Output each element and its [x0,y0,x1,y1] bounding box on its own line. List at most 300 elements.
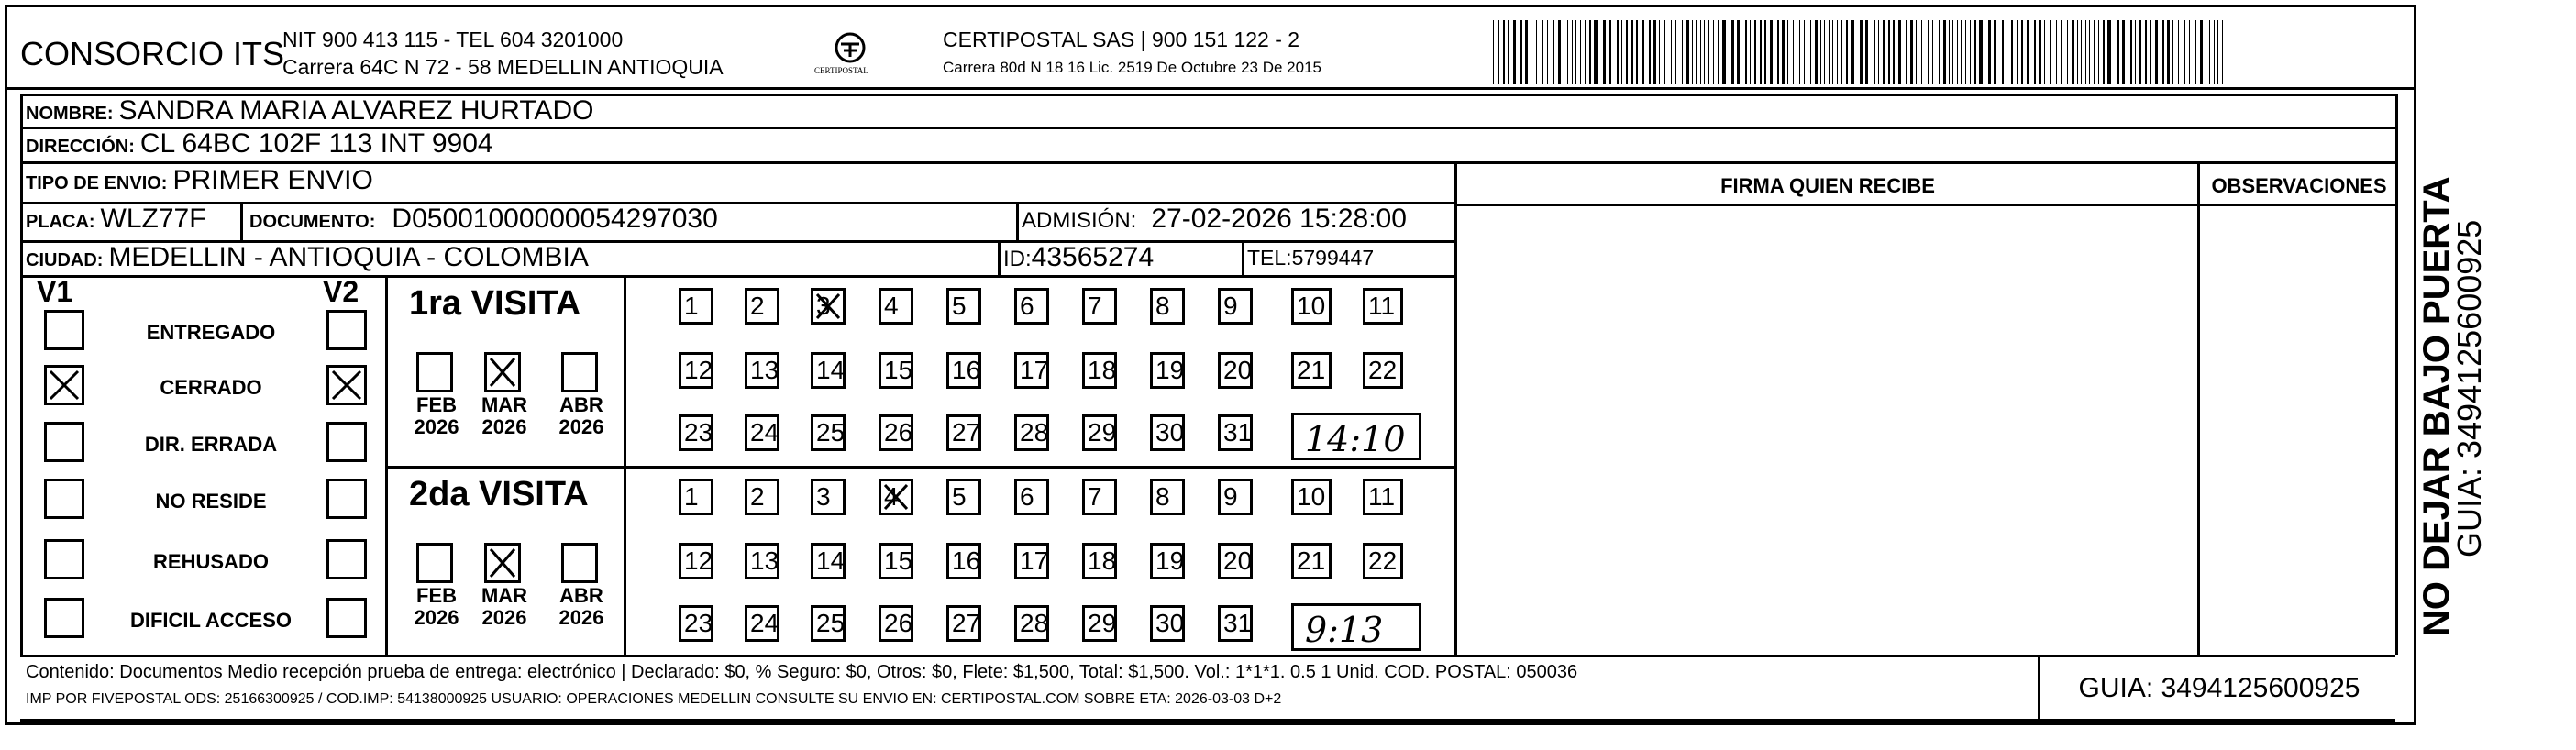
day-number: 29 [1088,418,1117,447]
day-number: 14 [816,356,846,384]
v2-checkbox-2[interactable] [326,422,367,462]
day-box[interactable] [745,543,779,579]
id-row [1003,242,1154,273]
day-number: 24 [750,609,779,637]
barcode-bar [1553,20,1554,84]
barcode-bar [1939,20,1940,84]
barcode-bar [2094,20,2095,84]
signature-divider-right [2197,161,2200,655]
day-box[interactable] [879,543,913,579]
day-box[interactable] [1082,352,1117,389]
barcode-bar [1580,20,1581,84]
day-number: 30 [1155,609,1185,637]
recipient-address: CL 64BC 102F 113 INT 9904 [139,128,493,159]
carrier-logo [811,29,890,84]
footer-line-2: IMP POR FIVEPOSTAL ODS: 25166300925 / COD.IMP: 54138000925 USUARIO: OPERACIONES MEDELLIN CONSULTE SU ENVIO EN: CERTIPOSTAL.COM SOBRE ETA: 2026-03-03 D+2 [26,691,1282,707]
barcode-bar [2209,20,2210,84]
visit-time: 9:13 [1305,610,1384,650]
day-box[interactable] [879,352,913,389]
barcode-bar [1988,20,1991,84]
barcode-bar [1910,20,1913,84]
day-number: 6 [1020,292,1034,320]
barcode-bar [1508,20,1509,84]
day-box[interactable] [1150,288,1185,325]
barcode-bar [1621,20,1622,84]
barcode-bar [1793,20,1794,84]
month-checkbox[interactable] [416,352,453,392]
day-box[interactable] [811,352,846,389]
v2-checkbox-5[interactable] [326,598,367,638]
day-number: 14 [816,546,846,575]
barcode-bar [1525,20,1528,84]
day-box[interactable] [1291,543,1332,579]
month-checkbox[interactable] [416,543,453,583]
name-label: NOMBRE: [26,104,114,124]
day-number: 8 [1155,482,1170,511]
barcode-bar [2021,20,2023,84]
v2-checkbox-0[interactable] [326,310,367,350]
barcode-bar [2189,20,2190,84]
day-box[interactable] [811,543,846,579]
status-label: REHUSADO [153,550,269,573]
barcode-bar [2002,20,2004,84]
day-number: 2 [750,292,765,320]
day-number: 15 [884,546,913,575]
day-number: 1 [684,292,699,320]
month-label: ABR [559,393,603,416]
barcode-bar [2061,20,2062,84]
barcode-bar [1846,20,1848,84]
day-box[interactable] [1150,352,1185,389]
barcode-bar [1898,20,1901,84]
signature-header: FIRMA QUIEN RECIBE [1720,174,1935,197]
barcode-bar [1760,20,1762,84]
barcode-bar [1589,20,1591,84]
day-box[interactable] [811,288,846,325]
day-box[interactable] [1363,288,1403,325]
barcode-bar [1520,20,1522,84]
certipostal-logo-icon [811,29,890,84]
barcode-bar [1787,20,1788,84]
day-number: 17 [1020,356,1049,384]
day-number: 24 [750,418,779,447]
day-number: 7 [1088,292,1102,320]
day-number: 12 [684,546,713,575]
day-box[interactable] [1291,352,1332,389]
day-number: 4 [884,292,899,320]
barcode-bar [1820,20,1821,84]
barcode-bar [2145,20,2147,84]
barcode-bar [1493,20,1494,84]
tel-value: 5799447 [1291,246,1375,270]
day-box[interactable] [811,605,846,642]
day-number: 26 [884,418,913,447]
day-number: 27 [952,418,981,447]
barcode-bar [2044,20,2045,84]
barcode-bar [2072,20,2074,84]
barcode-bar [1928,20,1929,84]
status-label: DIR. ERRADA [144,433,278,456]
v1-checkbox-5[interactable] [44,598,84,638]
day-box[interactable] [1082,414,1117,451]
day-box[interactable] [946,479,981,515]
barcode-bar [1837,20,1838,84]
barcode-bar [1974,20,1976,84]
barcode-bar [2162,20,2164,84]
month-label: FEB [416,584,457,607]
barcode-bar [1503,20,1505,84]
day-number: 4 [884,482,899,511]
v2-checkbox-3[interactable] [326,479,367,519]
barcode-bar [2017,20,2018,84]
barcode-bar [1799,20,1800,84]
day-number: 20 [1223,356,1253,384]
day-box[interactable] [679,352,713,389]
day-box[interactable] [1014,352,1049,389]
barcode-bar [1713,20,1714,84]
side-warning: NO DEJAR BAJO PUERTA [2416,176,2457,636]
day-number: 18 [1088,546,1117,575]
logo-text: CERTIPOSTAL [814,66,868,75]
barcode-bar [1636,20,1638,84]
day-box[interactable] [1014,479,1049,515]
v1-checkbox-2[interactable] [44,422,84,462]
barcode-bar [2027,20,2029,84]
carrier-line-2: Carrera 80d N 18 16 Lic. 2519 De Octubre 23 De 2015 [943,59,1321,76]
barcode-bar [2178,20,2179,84]
day-box[interactable] [679,605,713,642]
day-box[interactable] [879,479,913,515]
day-number: 30 [1155,418,1185,447]
barcode-bar [1832,20,1833,84]
day-box[interactable] [879,414,913,451]
barcode-bar [2103,20,2105,84]
day-box[interactable] [946,543,981,579]
day-number: 22 [1368,356,1398,384]
day-number: 15 [884,356,913,384]
barcode-bar [1829,20,1830,84]
barcode-bar [2200,20,2203,84]
status-label: DIFICIL ACCESO [129,609,292,632]
day-box[interactable] [879,288,913,325]
barcode-bar [1804,20,1805,84]
footer-bottom [20,719,2395,722]
day-box[interactable] [1082,543,1117,579]
side-guide: GUIA: 3494125600925 [2450,219,2488,557]
barcode-bar [1893,20,1895,84]
year-label: 2026 [414,415,459,438]
day-box[interactable] [811,414,846,451]
day-number: 5 [952,292,967,320]
barcode-bar [2195,20,2196,84]
barcode-bar [1994,20,1996,84]
day-box[interactable] [1150,479,1185,515]
visit-divider [624,275,626,655]
day-number: 13 [750,546,779,575]
barcode-bar [2067,20,2068,84]
day-box[interactable] [1218,479,1253,515]
x-mark-icon [487,355,518,390]
barcode-bar [2085,20,2086,84]
day-box[interactable] [745,288,779,325]
month-checkbox[interactable] [484,352,521,392]
barcode-bar [1572,20,1573,84]
status-label: ENTREGADO [146,321,276,344]
day-number: 6 [1020,482,1034,511]
v1-checkbox-0[interactable] [44,310,84,350]
shipping-type: PRIMER ENVIO [172,165,373,195]
barcode-bar [1745,20,1747,84]
day-box[interactable] [946,414,981,451]
barcode-bar [1737,20,1740,84]
barcode-bar [1558,20,1561,84]
barcode-bar [2039,20,2041,84]
day-number: 20 [1223,546,1253,575]
day-box[interactable] [1363,479,1403,515]
year-label: 2026 [481,606,527,629]
barcode-bar [1815,20,1818,84]
barcode-bar [2214,20,2215,84]
day-box[interactable] [1218,288,1253,325]
day-number: 27 [952,609,981,637]
day-box[interactable] [946,288,981,325]
day-box[interactable] [1291,479,1332,515]
day-box[interactable] [679,479,713,515]
day-box[interactable] [1150,605,1185,642]
barcode-bar [1653,20,1656,84]
barcode-bar [1764,20,1766,84]
day-number: 7 [1088,482,1102,511]
barcode-bar [1841,20,1842,84]
day-box[interactable] [679,543,713,579]
day-number: 23 [684,418,713,447]
day-box[interactable] [679,288,713,325]
day-box[interactable] [946,605,981,642]
month-label: MAR [481,393,528,416]
barcode-bar [1659,20,1660,84]
x-mark-icon [881,481,911,513]
day-number: 12 [684,356,713,384]
day-box[interactable] [1150,414,1185,451]
year-label: 2026 [558,415,604,438]
barcode-bar [2135,20,2136,84]
day-box[interactable] [1363,543,1403,579]
barcode [1493,20,2227,84]
year-label: 2026 [414,606,459,629]
day-number: 28 [1020,418,1049,447]
barcode-bar [1932,20,1933,84]
barcode-bar [2056,20,2057,84]
barcode-bar [1770,20,1773,84]
day-box[interactable] [1082,479,1117,515]
day-box[interactable] [1218,352,1253,389]
barcode-bar [2081,20,2082,84]
day-number: 22 [1368,546,1398,575]
barcode-bar [1718,20,1719,84]
day-box[interactable] [811,479,846,515]
barcode-bar [1883,20,1885,84]
v1-checkbox-4[interactable] [44,539,84,579]
day-number: 1 [684,482,699,511]
row-divider-6 [20,275,1456,278]
footer-line-1: Contenido: Documentos Medio recepción prueba de entrega: electrónico | Declarado: $0, % Seguro: $0, Otros: $0, Flete: $1,500, Total: $1,500. Vol.: 1*1*1. 0.5 1 Unid. COD. POSTAL: 050036 [26,662,1578,682]
barcode-bar [2077,20,2078,84]
day-box[interactable] [745,605,779,642]
month-label: FEB [416,393,457,416]
day-box[interactable] [1082,288,1117,325]
admission-divider [1016,202,1019,240]
x-mark-icon [487,546,518,580]
barcode-bar [1675,20,1676,84]
day-number: 26 [884,609,913,637]
day-box[interactable] [679,414,713,451]
barcode-bar [1979,20,1983,84]
day-box[interactable] [879,605,913,642]
admission-value: 27-02-2026 15:28:00 [1151,204,1407,234]
barcode-bar [1782,20,1785,84]
year-label: 2026 [558,606,604,629]
barcode-bar [1547,20,1548,84]
name-row [26,95,593,127]
barcode-bar [2150,20,2151,84]
barcode-bar [1957,20,1958,84]
tel-row [1247,246,1374,270]
day-box[interactable] [1218,605,1253,642]
barcode-bar [2034,20,2036,84]
header-divider [5,87,2416,90]
document-row [249,204,718,235]
barcode-bar [1692,20,1693,84]
visit-title: 2da VISITA [409,475,589,513]
barcode-bar [1696,20,1697,84]
barcode-bar [1594,20,1598,84]
day-box[interactable] [1014,605,1049,642]
barcode-bar [1682,20,1683,84]
day-box[interactable] [1291,288,1332,325]
day-box[interactable] [1218,414,1253,451]
day-number: 16 [952,356,981,384]
v1-checkbox-3[interactable] [44,479,84,519]
signature-header-line [1454,204,2395,206]
status-label: CERRADO [160,376,262,399]
v2-checkbox-1[interactable] [326,365,367,405]
barcode-bar [2050,20,2051,84]
plate-label: PLACA: [26,212,95,232]
day-box[interactable] [745,414,779,451]
barcode-bar [1536,20,1537,84]
day-box[interactable] [745,479,779,515]
barcode-bar [2184,20,2185,84]
month-checkbox[interactable] [484,543,521,583]
barcode-bar [1686,20,1689,84]
row-divider-3 [20,161,2395,164]
barcode-bar [1824,20,1825,84]
day-box[interactable] [745,352,779,389]
company-name: CONSORCIO ITS [20,35,285,72]
plate-value: WLZ77F [100,204,206,234]
type-label: TIPO DE ENVIO: [26,173,168,193]
city-value: MEDELLIN - ANTIOQUIA - COLOMBIA [108,242,589,272]
month-checkbox[interactable] [561,543,598,583]
status-divider [385,275,388,655]
barcode-bar [2098,20,2099,84]
barcode-bar [1943,20,1946,84]
day-number: 16 [952,546,981,575]
day-number: 21 [1297,546,1326,575]
day-number: 28 [1020,609,1049,637]
barcode-bar [1704,20,1705,84]
day-number: 5 [952,482,967,511]
day-number: 17 [1020,546,1049,575]
day-number: 31 [1223,609,1253,637]
barcode-bar [1567,20,1568,84]
visit-time-box[interactable] [1291,603,1421,651]
day-box[interactable] [946,352,981,389]
city-row [26,242,589,273]
barcode-bar [1649,20,1651,84]
day-box[interactable] [1363,352,1403,389]
admission-row [1022,204,1407,235]
footer-guide: GUIA: 3494125600925 [2078,673,2360,703]
barcode-bar [2117,20,2119,84]
recipient-name: SANDRA MARIA ALVAREZ HURTADO [118,95,594,126]
barcode-bar [1708,20,1709,84]
barcode-bar [1642,20,1644,84]
document-label: DOCUMENTO: [249,212,376,232]
barcode-bar [1921,20,1922,84]
barcode-bar [1916,20,1917,84]
barcode-bar [2089,20,2090,84]
day-box[interactable] [1150,543,1185,579]
day-box[interactable] [1014,543,1049,579]
barcode-bar [1970,20,1971,84]
barcode-bar [1575,20,1576,84]
visit-title: 1ra VISITA [409,284,581,323]
barcode-bar [1631,20,1633,84]
barcode-bar [1777,20,1779,84]
day-box[interactable] [1014,288,1049,325]
address-row [26,128,493,160]
v1-header: V1 [37,275,73,308]
visit-time-box[interactable] [1291,413,1421,460]
barcode-bar [1961,20,1962,84]
day-number: 8 [1155,292,1170,320]
day-box[interactable] [1082,605,1117,642]
barcode-bar [1700,20,1701,84]
barcode-bar [2107,20,2111,84]
tel-label: TEL: [1247,246,1292,270]
barcode-bar [1888,20,1890,84]
barcode-bar [2167,20,2170,84]
admission-label: ADMISIÓN: [1022,208,1137,233]
day-number: 11 [1368,292,1396,320]
barcode-bar [1498,20,1499,84]
visit-row-divider [385,466,1454,469]
barcode-bar [1750,20,1751,84]
id-divider [998,240,1001,275]
id-label: ID: [1003,247,1032,271]
barcode-bar [2139,20,2141,84]
id-value: 43565274 [1031,242,1155,272]
v1-checkbox-1[interactable] [44,365,84,405]
day-number: 19 [1155,546,1185,575]
v2-checkbox-4[interactable] [326,539,367,579]
plate-divider [240,202,243,240]
day-box[interactable] [1014,414,1049,451]
day-number: 18 [1088,356,1117,384]
month-checkbox[interactable] [561,352,598,392]
day-box[interactable] [1218,543,1253,579]
